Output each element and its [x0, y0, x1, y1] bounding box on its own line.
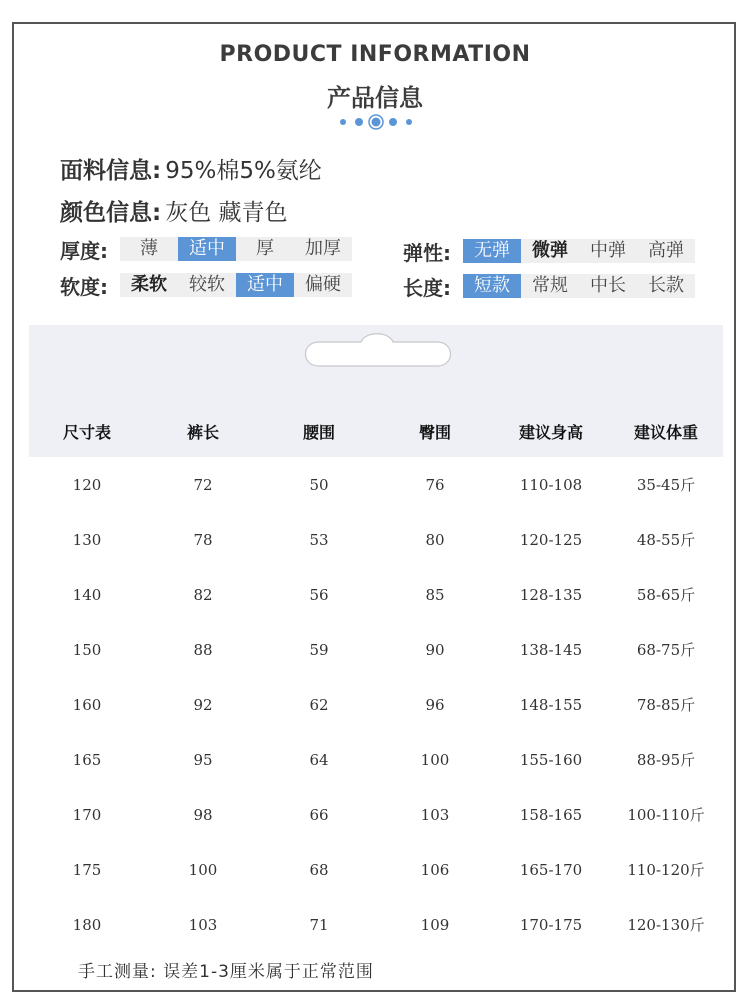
color-label: 颜色信息: — [60, 200, 162, 226]
page-title-cn: 产品信息 — [327, 84, 423, 112]
thickness-option: 适中 — [178, 237, 236, 261]
table-cell: 59 — [309, 640, 329, 659]
table-row — [29, 787, 723, 842]
table-cell: 170 — [72, 805, 102, 824]
thickness-options — [120, 237, 352, 261]
table-row — [29, 567, 723, 622]
table-cell: 56 — [309, 585, 329, 604]
table-cell: 138-145 — [519, 640, 583, 659]
table-cell: 100 — [188, 860, 218, 879]
table-cell: 95 — [193, 750, 213, 769]
table-cell: 90 — [425, 640, 445, 659]
table-cell: 62 — [309, 695, 329, 714]
size-table-header — [29, 405, 723, 457]
elastic-option: 微弹 — [532, 240, 568, 261]
table-cell: 140 — [72, 585, 102, 604]
thickness-scale — [60, 236, 352, 262]
length-option: 中长 — [590, 275, 626, 296]
table-row — [29, 897, 723, 952]
softness-option: 柔软 — [131, 274, 167, 295]
table-cell: 100 — [420, 750, 450, 769]
table-cell: 150 — [72, 640, 102, 659]
table-cell: 158-165 — [519, 805, 583, 824]
color-info — [60, 194, 288, 227]
table-cell: 170-175 — [519, 915, 583, 934]
length-label: 长度: — [403, 275, 451, 300]
fabric-info — [60, 152, 322, 185]
thickness-option: 厚 — [256, 238, 274, 259]
thickness-option: 加厚 — [305, 238, 341, 259]
table-cell: 72 — [193, 475, 213, 494]
table-cell: 53 — [309, 530, 329, 549]
size-table-header-cell: 建议体重 — [633, 422, 698, 442]
table-row — [29, 677, 723, 732]
size-table-header-cell: 建议身高 — [518, 422, 583, 442]
length-options — [463, 274, 695, 298]
table-cell: 155-160 — [519, 750, 583, 769]
thickness-option: 薄 — [140, 238, 158, 259]
softness-label: 软度: — [60, 274, 108, 299]
table-cell: 35-45斤 — [636, 476, 696, 494]
decorative-dots-icon — [338, 114, 414, 130]
thickness-label: 厚度: — [60, 238, 108, 263]
size-table-header-cell: 臀围 — [418, 422, 451, 442]
table-cell: 120-125 — [519, 530, 583, 549]
table-cell: 48-55斤 — [636, 531, 696, 549]
table-cell: 82 — [193, 585, 213, 604]
table-cell: 130 — [72, 530, 102, 549]
table-row — [29, 732, 723, 787]
table-row — [29, 622, 723, 677]
table-cell: 100-110斤 — [627, 806, 705, 824]
table-cell: 98 — [193, 805, 213, 824]
size-table-header-cell: 尺寸表 — [62, 422, 111, 442]
table-cell: 103 — [420, 805, 450, 824]
table-cell: 120-130斤 — [627, 916, 705, 934]
elastic-label: 弹性: — [403, 240, 451, 265]
table-cell: 180 — [72, 915, 102, 934]
size-table-header-cell: 裤长 — [186, 422, 219, 442]
table-cell: 78 — [193, 530, 213, 549]
table-cell: 92 — [193, 695, 213, 714]
table-row — [29, 457, 723, 512]
length-option: 长款 — [648, 275, 684, 296]
softness-option: 偏硬 — [305, 274, 341, 295]
hang-tag-header — [29, 325, 723, 405]
page-title-en: PRODUCT INFORMATION — [219, 42, 531, 67]
fabric-label: 面料信息: — [60, 158, 162, 184]
table-cell: 106 — [420, 860, 450, 879]
table-cell: 80 — [425, 530, 445, 549]
table-cell: 88 — [193, 640, 213, 659]
hang-tag-hole-icon — [29, 325, 723, 405]
table-cell: 76 — [425, 475, 445, 494]
table-row — [29, 842, 723, 897]
measurement-note: 手工测量: 误差1-3厘米属于正常范围 — [78, 962, 374, 982]
table-cell: 160 — [72, 695, 102, 714]
table-cell: 110-108 — [519, 475, 583, 494]
table-cell: 165-170 — [519, 860, 583, 879]
table-cell: 58-65斤 — [636, 586, 696, 604]
table-cell: 110-120斤 — [627, 861, 705, 879]
table-cell: 165 — [72, 750, 102, 769]
softness-options — [120, 273, 352, 297]
size-table-body — [29, 457, 723, 952]
table-cell: 96 — [425, 695, 445, 714]
table-cell: 85 — [425, 585, 445, 604]
table-cell: 78-85斤 — [636, 696, 696, 714]
table-cell: 128-135 — [519, 585, 583, 604]
table-cell: 175 — [72, 860, 102, 879]
table-cell: 64 — [309, 750, 329, 769]
length-option: 短款 — [463, 274, 521, 298]
table-cell: 148-155 — [519, 695, 583, 714]
softness-option: 适中 — [236, 273, 294, 297]
elastic-scale — [403, 238, 695, 264]
color-value: 灰色 藏青色 — [165, 200, 288, 226]
table-row — [29, 512, 723, 567]
table-cell: 109 — [420, 915, 450, 934]
table-cell: 66 — [309, 805, 329, 824]
softness-option: 较软 — [189, 274, 225, 295]
elastic-options — [463, 239, 695, 263]
table-cell: 120 — [72, 475, 102, 494]
table-cell: 88-95斤 — [636, 751, 696, 769]
length-scale — [403, 273, 695, 299]
elastic-option: 中弹 — [590, 240, 626, 261]
elastic-option: 高弹 — [648, 240, 684, 261]
size-table — [29, 405, 723, 952]
size-table-header-cell: 腰围 — [302, 422, 335, 442]
table-cell: 68 — [309, 860, 329, 879]
table-cell: 71 — [309, 915, 329, 934]
elastic-option: 无弹 — [463, 239, 521, 263]
softness-scale — [60, 272, 352, 298]
fabric-value: 95%棉5%氨纶 — [165, 158, 322, 184]
length-option: 常规 — [532, 275, 568, 296]
table-cell: 68-75斤 — [636, 641, 696, 659]
table-cell: 103 — [188, 915, 218, 934]
table-cell: 50 — [309, 475, 329, 494]
